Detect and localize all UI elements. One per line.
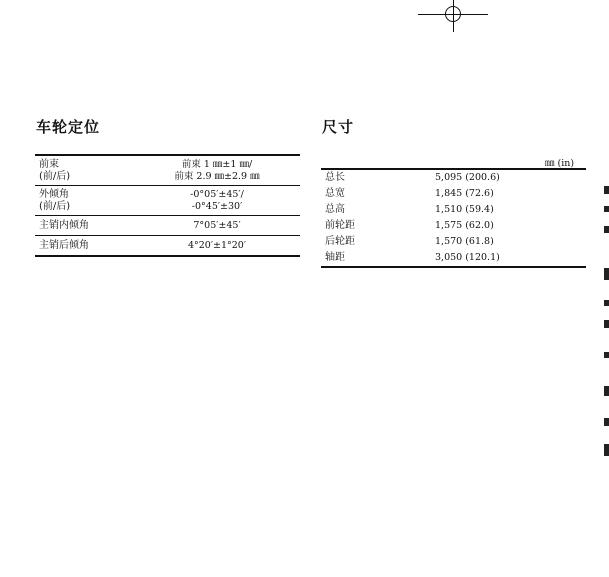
dimension-row — [321, 186, 586, 202]
dimension-label: 总长 — [325, 172, 345, 183]
alignment-table — [35, 154, 300, 257]
dimension-row — [321, 234, 586, 250]
page-edge-mark — [604, 352, 609, 358]
alignment-value: 前束 1 ㎜±1 ㎜/ 前束 2.9 ㎜±2.9 ㎜ — [174, 159, 260, 182]
dimension-value: 1,575 (62.0) — [435, 220, 494, 231]
alignment-label: 外倾角 (前/后) — [39, 189, 71, 212]
page-edge-mark — [604, 386, 609, 396]
dimension-value: 1,510 (59.4) — [435, 204, 494, 215]
page-edge-mark — [604, 320, 609, 328]
page-edge-mark — [604, 268, 609, 280]
dimension-row — [321, 170, 586, 186]
alignment-title: 车轮定位 — [36, 118, 101, 136]
alignment-row-camber — [35, 186, 300, 216]
alignment-label: 主销内倾角 — [39, 220, 89, 231]
dimension-row — [321, 218, 586, 234]
alignment-row-toe — [35, 156, 300, 186]
dimension-label: 后轮距 — [325, 236, 355, 247]
dimension-row — [321, 250, 586, 266]
alignment-row-caster — [35, 236, 300, 255]
dimension-label: 前轮距 — [325, 220, 355, 231]
registration-mark-circle — [445, 6, 461, 22]
alignment-label: 主销后倾角 — [39, 240, 89, 251]
dimensions-unit: ㎜ (in) — [545, 158, 575, 169]
alignment-value: 4°20′±1°20′ — [187, 240, 247, 251]
page-edge-mark — [604, 444, 609, 456]
dimension-value: 5,095 (200.6) — [435, 172, 500, 183]
page-edge-mark — [604, 206, 609, 212]
dimensions-table — [321, 168, 586, 268]
dimensions-title: 尺寸 — [322, 118, 355, 136]
dimension-label: 总宽 — [325, 188, 345, 199]
alignment-row-kingpin-inclination — [35, 216, 300, 236]
dimension-label: 轴距 — [325, 252, 345, 263]
dimension-label: 总高 — [325, 204, 345, 215]
alignment-label: 前束 (前/后) — [39, 159, 71, 182]
page-edge-mark — [604, 186, 609, 194]
dimension-value: 1,570 (61.8) — [435, 236, 494, 247]
alignment-value: -0°05′±45′/ -0°45′±30′ — [190, 189, 244, 212]
page-edge-mark — [604, 226, 609, 233]
dimension-value: 1,845 (72.6) — [435, 188, 494, 199]
alignment-value: 7°05′±45′ — [193, 220, 241, 231]
dimension-value: 3,050 (120.1) — [435, 252, 500, 263]
page-edge-mark — [604, 418, 609, 426]
page-edge-mark — [604, 300, 609, 306]
dimension-row — [321, 202, 586, 218]
